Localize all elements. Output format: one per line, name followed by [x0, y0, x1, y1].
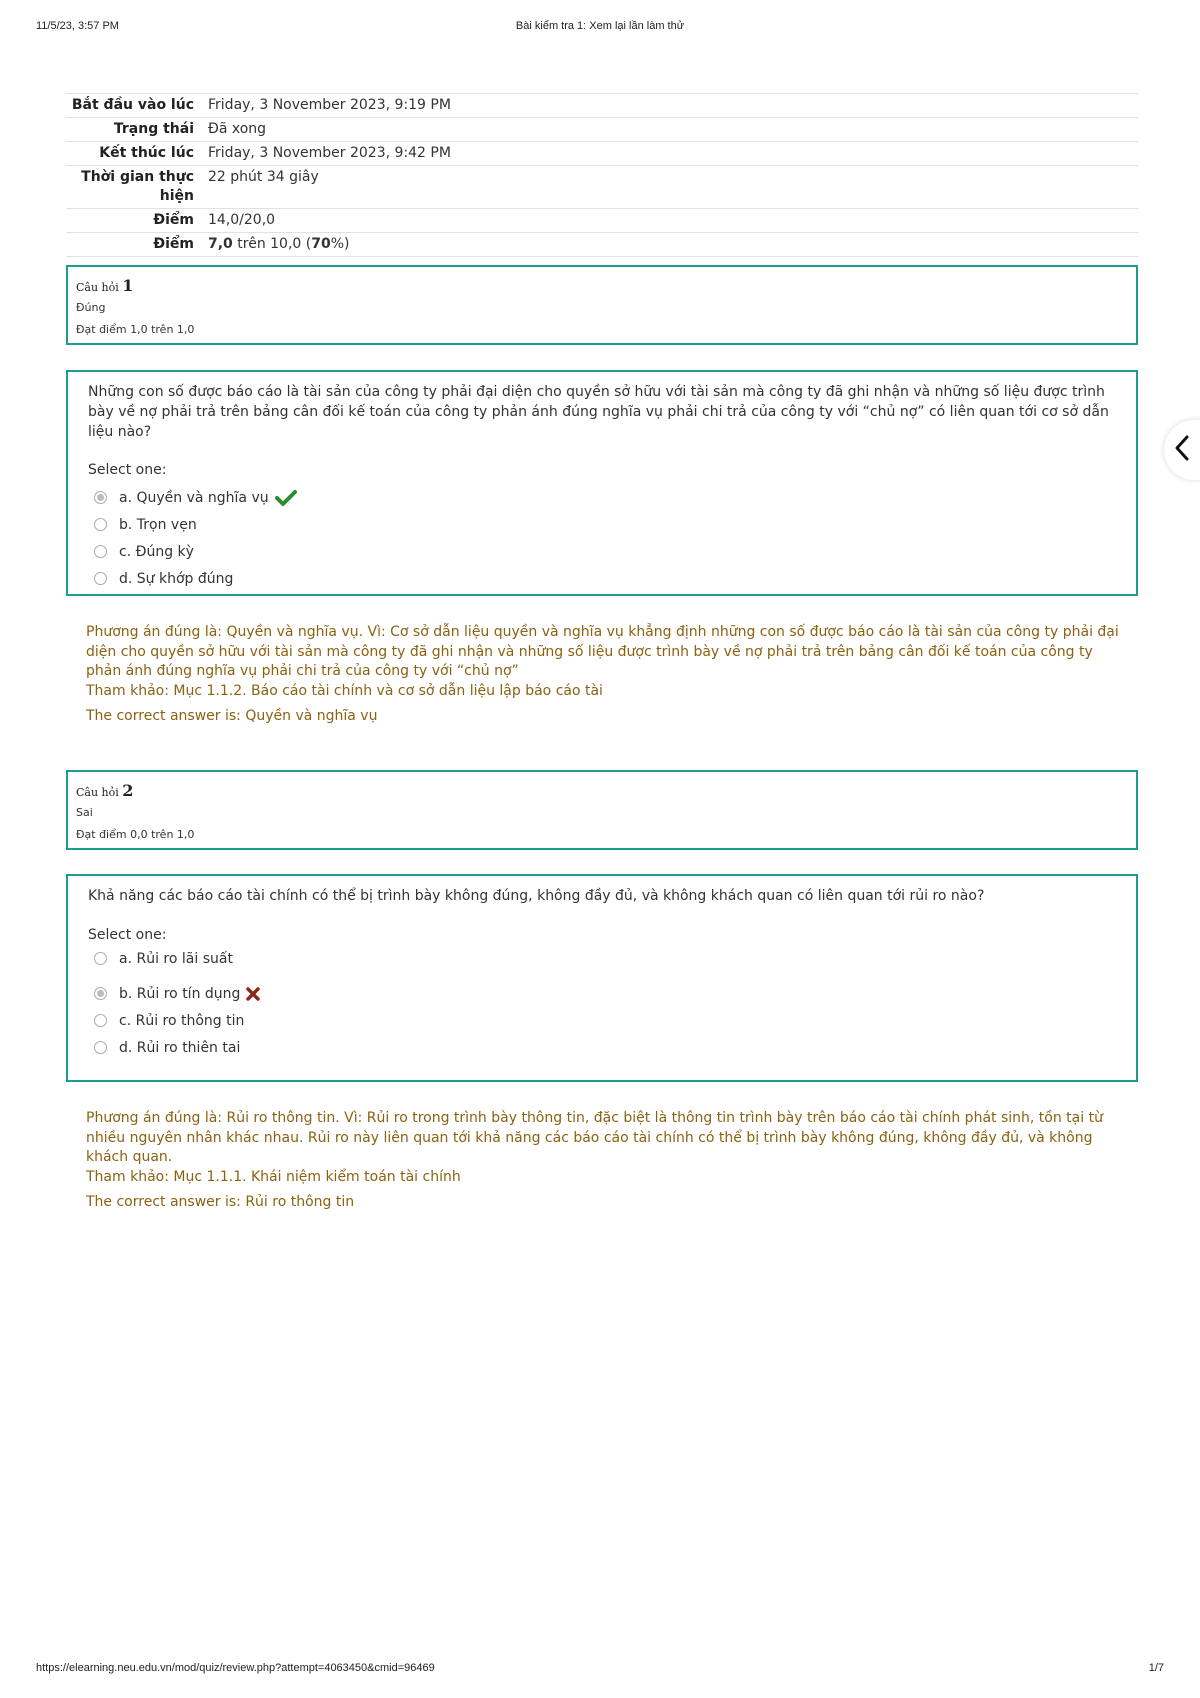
grade-percent: 70 — [311, 236, 331, 252]
answer-label: b. Rủi ro tín dụng — [119, 985, 241, 1002]
answer-option-b[interactable] — [88, 980, 1116, 1007]
summary-row — [66, 209, 1138, 233]
question-number — [76, 275, 1128, 297]
question-formulation-1 — [66, 370, 1138, 596]
select-one-prompt: Select one: — [88, 462, 167, 478]
summary-value: 22 phút 34 giây — [208, 169, 319, 185]
answer-label: a. Quyền và nghĩa vụ — [119, 489, 269, 506]
cross-icon — [246, 987, 260, 1001]
radio-button[interactable] — [94, 1014, 107, 1027]
question-text: Những con số được báo cáo là tài sản của công ty phải đại diện cho quyền sở hữu với tài sản mà công ty đã ghi nhận và những số liệu được trình bày về nợ phải trả trên bảng cân đối kế toán của công ty phản ánh đúng nghĩa vụ phải chi trả của công ty với “chủ nợ” có liên quan tới cơ sở dẫn liệu nào? — [88, 384, 1109, 440]
summary-label: Thời gian thực hiện — [81, 169, 194, 204]
summary-label: Trạng thái — [113, 121, 194, 137]
answer-label: d. Rủi ro thiên tai — [119, 1039, 241, 1056]
question-label: Câu hỏi — [76, 281, 119, 294]
right-answer: The correct answer is: Quyền và nghĩa vụ — [86, 708, 378, 724]
summary-value: Đã xong — [208, 121, 267, 137]
quiz-summary-table — [66, 93, 1138, 257]
summary-row — [66, 233, 1138, 257]
reference-text: Tham khảo: Mục 1.1.1. Khái niệm kiểm toán tài chính — [86, 1168, 461, 1185]
grade-mid: trên 10,0 ( — [232, 236, 312, 252]
select-one-prompt: Select one: — [88, 927, 167, 943]
summary-value: Friday, 3 November 2023, 9:19 PM — [208, 97, 451, 113]
answer-label: b. Trọn vẹn — [119, 516, 197, 533]
summary-value: 14,0/20,0 — [208, 212, 276, 228]
question-info-2 — [66, 770, 1138, 850]
print-footer — [36, 1662, 1164, 1678]
print-url: https://elearning.neu.edu.vn/mod/quiz/review.php?attempt=4063450&cmid=96469 — [36, 1662, 435, 1674]
question-number-value: 1 — [122, 276, 134, 295]
answer-option-a[interactable] — [88, 945, 1116, 972]
answer-option-c[interactable] — [88, 1007, 1116, 1034]
check-icon — [275, 489, 297, 507]
radio-button[interactable] — [94, 987, 107, 1000]
question-label: Câu hỏi — [76, 786, 119, 799]
print-header — [36, 20, 1164, 36]
answer-option-b[interactable] — [88, 511, 1116, 538]
summary-row — [66, 94, 1138, 118]
answer-label: c. Đúng kỳ — [119, 543, 194, 560]
question-state: Sai — [76, 806, 93, 819]
radio-button[interactable] — [94, 545, 107, 558]
grade-score: 7,0 — [208, 236, 233, 252]
question-info-1 — [66, 265, 1138, 345]
answer-list — [88, 945, 1116, 1061]
summary-label: Điểm — [153, 236, 194, 252]
question-text: Khả năng các báo cáo tài chính có thể bị trình bày không đúng, không đầy đủ, và không khách quan có liên quan tới rủi ro nào? — [88, 888, 985, 904]
question-state: Đúng — [76, 301, 106, 314]
answer-option-d[interactable] — [88, 1034, 1116, 1061]
right-answer: The correct answer is: Rủi ro thông tin — [86, 1194, 355, 1210]
summary-label: Điểm — [153, 212, 194, 228]
radio-button[interactable] — [94, 1041, 107, 1054]
page-number: 1/7 — [1148, 1662, 1164, 1674]
answer-option-a[interactable] — [88, 484, 1116, 511]
question-feedback-2 — [86, 1109, 1126, 1213]
radio-button[interactable] — [94, 952, 107, 965]
grade-end: %) — [330, 236, 350, 252]
answer-label: d. Sự khớp đúng — [119, 570, 234, 587]
print-title: Bài kiểm tra 1: Xem lại lần làm thử — [515, 20, 685, 32]
print-date: 11/5/23, 3:57 PM — [36, 20, 119, 32]
answer-option-d[interactable] — [88, 565, 1116, 592]
reference-text: Tham khảo: Mục 1.1.2. Báo cáo tài chính và cơ sở dẫn liệu lập báo cáo tài — [86, 682, 603, 699]
general-feedback: Phương án đúng là: Quyền và nghĩa vụ. Vì: Cơ sở dẫn liệu quyền và nghĩa vụ khẳng định những con số được báo cáo là tài sản của công ty phải đại diện cho quyền sở hữu với tài sản mà công ty đã ghi nhận và những số liệu được trình bày về nợ phải trả trên bảng cân đối kế toán của công ty phản ánh đúng nghĩa vụ phải chi trả của công ty với “chủ nợ” — [86, 624, 1119, 679]
radio-button[interactable] — [94, 572, 107, 585]
radio-button[interactable] — [94, 491, 107, 504]
question-number-value: 2 — [122, 781, 134, 800]
summary-row — [66, 142, 1138, 166]
answer-label: a. Rủi ro lãi suất — [119, 950, 233, 967]
answer-label: c. Rủi ro thông tin — [119, 1012, 245, 1029]
question-number — [76, 780, 1128, 802]
radio-button[interactable] — [94, 518, 107, 531]
summary-value: Friday, 3 November 2023, 9:42 PM — [208, 145, 451, 161]
summary-label: Kết thúc lúc — [99, 145, 194, 161]
summary-value — [204, 233, 1138, 257]
question-grade: Đạt điểm 0,0 trên 1,0 — [76, 828, 195, 841]
drawer-toggle-button[interactable] — [1164, 420, 1200, 480]
answer-option-c[interactable] — [88, 538, 1116, 565]
summary-row — [66, 118, 1138, 142]
chevron-left-icon — [1172, 434, 1192, 466]
question-feedback-1 — [86, 623, 1126, 727]
general-feedback: Phương án đúng là: Rủi ro thông tin. Vì: Rủi ro trong trình bày thông tin, đặc biệt là thông tin trình bày trên báo cáo tài chính phát sinh, tồn tại từ nhiều nguyên nhân khác nhau. Rủi ro này liên quan tới khả năng các báo cáo tài chính có thể bị trình bày không đúng, không đầy đủ, và không khách quan. — [86, 1110, 1103, 1165]
question-formulation-2 — [66, 874, 1138, 1082]
summary-row — [66, 166, 1138, 209]
answer-list — [88, 484, 1116, 592]
summary-label: Bắt đầu vào lúc — [71, 97, 194, 113]
question-grade: Đạt điểm 1,0 trên 1,0 — [76, 323, 195, 336]
